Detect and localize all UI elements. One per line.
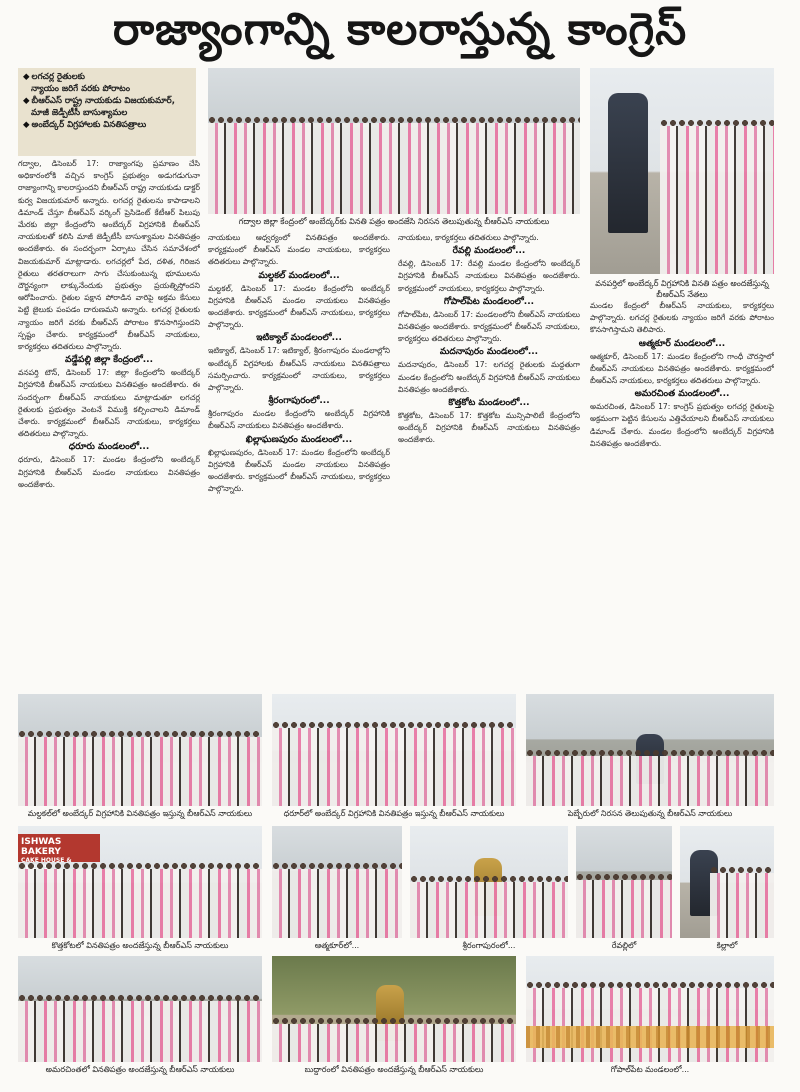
- article-paragraph: మల్దకల్, డిసెంబర్ 17: మండల కేంద్రంలోని అంబేద్కర్ విగ్రహానికి బీఆర్ఎస్ మండల నాయకులు వినతిపత్రం అందజేశారు. కార్యక్రమంలో బీఆర్ఎస్ నాయకులు, కార్యకర్తలు పాల్గొన్నారు.: [208, 283, 390, 330]
- photo-gopalpet: [526, 956, 774, 1062]
- highlight-text: మాజీ జెడ్పీటీసీ బాసుశ్యామల: [31, 108, 128, 118]
- photo-atmakur: [272, 826, 402, 938]
- photo-caption: బుద్దారంలో వినతిపత్రం అందజేస్తున్న బీఆర్ఎస్ నాయకులు: [304, 1065, 484, 1074]
- photo-crowd: [526, 988, 774, 1062]
- section-subhead: మదనాపురం మండలంలో...: [398, 346, 580, 359]
- page-headline: రాజ్యాంగాన్ని కాలరాస్తున్న కాంగ్రెస్: [112, 4, 688, 55]
- article-column-3: [398, 232, 580, 688]
- article-paragraph: కొత్తకోట, డిసెంబర్ 17: కొత్తకోట మున్సిపాలిటీ కేంద్రంలోని అంబేద్కర్ విగ్రహానికి బీఆర్ఎస్ నాయకులు వినతిపత్రం అందజేశారు.: [398, 411, 580, 445]
- photo-caption: కొత్తకోటలో వినతిపత్రం అందజేస్తున్న బీఆర్ఎస్ నాయకులు: [51, 941, 229, 950]
- article-paragraph: రేవల్లి, డిసెంబర్ 17: రేవల్లి మండల కేంద్రంలోని అంబేద్కర్ విగ్రహానికి బీఆర్ఎస్ నాయకులు వినతిపత్రం అందజేశారు. కార్యక్రమంలో నాయకులు, కార్యకర్తలు పాల్గొన్నారు.: [398, 259, 580, 293]
- photo-crowd: [710, 873, 774, 938]
- section-subhead: అమరచింత మండలంలో...: [590, 388, 774, 401]
- highlight-item: [23, 72, 191, 82]
- photo-buddaram: [272, 956, 516, 1062]
- article-paragraph: మదనాపురం, డిసెంబర్ 17: లగచర్ల రైతులకు మద్దతుగా మండల కేంద్రంలోని అంబేద్కర్ విగ్రహానికి బీఆర్ఎస్ నాయకులు వినతిపత్రం అందజేశారు.: [398, 360, 580, 394]
- article-paragraph: శ్రీరంగాపురం మండల కేంద్రంలోని అంబేద్కర్ విగ్రహానికి బీఆర్ఎస్ నాయకులు వినతిపత్రం అందజేశారు.: [208, 409, 390, 431]
- section-subhead: శ్రీరంగాపురంలో...: [208, 395, 390, 408]
- highlight-text: బీఆర్ఎస్ రాష్ట్ర నాయకుడు విజయకుమార్,: [31, 96, 175, 106]
- article-paragraph: వనపర్తి టౌన్, డిసెంబర్ 17: జిల్లా కేంద్రంలోని అంబేద్కర్ విగ్రహానికి బీఆర్ఎస్ నాయకులు వినతిపత్రం అందజేశారు. ఈ సందర్భంగా బీఆర్ఎస్ నాయకులు మాట్లాడుతూ లగచర్ల రైతులకు ప్రభుత్వం వెంటనే విముక్తి కల్పించాలని డిమాండ్ చేశారు. కార్యక్రమంలో బీఆర్ఎస్ నాయకులు, కార్యకర్తలు తదితరులు పాల్గొన్నారు.: [18, 368, 200, 439]
- photo-caption: ధరూర్‌లో అంబేద్కర్ విగ్రహానికి వినతిపత్రం ఇస్తున్న బీఆర్ఎస్ నాయకులు: [283, 809, 505, 818]
- balcony-railing: [526, 1026, 774, 1048]
- section-subhead: ఇటిక్యాల్ మండలంలో...: [208, 332, 390, 345]
- article-column-1: [18, 158, 200, 686]
- article-paragraph: ధరూరు, డిసెంబర్ 17: మండల కేంద్రంలోని అంబేద్కర్ విగ్రహానికి బీఆర్ఎస్ మండల నాయకులు వినతిపత్రం అందజేశారు.: [18, 455, 200, 489]
- article-paragraph: నాయకులు ఆధ్వర్యంలో వినతిపత్రం అందజేశారు. కార్యక్రమంలో బీఆర్ఎస్ మండల నాయకులు, కార్యకర్తలు తదితరులు పాల్గొన్నారు.: [208, 233, 390, 267]
- photo-crowd: [410, 882, 568, 938]
- photo-caption: గోపాల్‌పేట మండలంలో...: [610, 1065, 690, 1074]
- highlight-item: [23, 84, 191, 94]
- article-column-2: [208, 232, 390, 688]
- photo-caption: రేవల్లిలో: [611, 941, 637, 950]
- photo-revalli: [576, 826, 672, 938]
- photo-caption: గద్వాల జిల్లా కేంద్రంలో అంబేద్కర్‌కు వినతి పత్రం అందజేసి నిరసన తెలుపుతున్న బీఆర్ఎస్ నాయకులు: [238, 217, 550, 226]
- photo-srirangapur: [410, 826, 568, 938]
- shop-name: ISHWAS BAKERY: [21, 837, 62, 857]
- photo-pebbair: [526, 694, 774, 806]
- photo-crowd: [526, 756, 774, 806]
- photo-crowd: [272, 1024, 516, 1062]
- article-column-4: [590, 300, 774, 688]
- highlight-text: న్యాయం జరిగే వరకు పోరాటం: [31, 84, 131, 94]
- section-subhead: మల్దకల్ మండలంలో...: [208, 270, 390, 283]
- photo-maldakal: [18, 694, 262, 806]
- photo-amarachinta: [18, 956, 262, 1062]
- article-paragraph: నాయకులు, కార్యకర్తలు తదితరులు పాల్గొన్నారు.: [398, 233, 539, 242]
- photo-caption: మల్దకల్‌లో అంబేద్కర్ విగ్రహానికి వినతిపత్రం ఇస్తున్న బీఆర్ఎస్ నాయకులు: [27, 809, 253, 818]
- photo-caption: ఆత్మకూర్‌లో...: [314, 941, 360, 950]
- photo-caption: పెబ్బేరులో నిరసన తెలుపుతున్న బీఆర్ఎస్ నాయకులు: [567, 809, 733, 818]
- photo-crowd: [576, 880, 672, 938]
- photo-caption: వనపర్తిలో అంబేద్కర్ విగ్రహానికి వినతి పత్రం అందజేస్తున్న బీఆర్ఎస్ నేతలు: [595, 279, 769, 299]
- article-paragraph: గద్వాల, డిసెంబర్ 17: రాజ్యాంగపు ప్రమాణం చేసి అధికారంలోకి వచ్చిన కాంగ్రెస్ ప్రభుత్వం అడుగడుగునా రాజ్యాంగాన్ని కాలరాస్తుందని బీఆర్ఎస్ రాష్ట్ర నాయకుడు డాక్టర్ కుర్వ విజయకుమార్ అన్నారు. లగచర్ల రైతులను కాపాడాలని డిమాండ్ చేస్తూ బీఆర్ఎస్ వర్కింగ్ ప్రెసిడెంట్ కేటీఆర్ పిలుపు మేరకు జిల్లా కేంద్రంలోని అంబేద్కర్ విగ్రహానికి బీఆర్ఎస్ నాయకులతో కలిసి మాజీ జెడ్పీటీసీ బాసుశ్యామల వినతిపత్రం అందజేశారు. ఈ సందర్భంగా ఏర్పాటు చేసిన సమావేశంలో విజయకుమార్ మాట్లాడారు. లగచర్లలో పేద, దళిత, గిరిజన రైతులు తరతరాలుగా సాగు చేసుకుంటున్న భూములను దౌర్జన్యంగా లాక్కునేందుకు ప్రభుత్వం ప్రయత్నిస్తోందని ఆరోపించారు. రైతుల పక్షాన పోరాడిన వారిపై అక్రమ కేసులు పెట్టి జైలుకు పంపడం దారుణమని అన్నారు. లగచర్ల రైతులకు న్యాయం జరిగే వరకు బీఆర్ఎస్ పోరాటం కొనసాగిస్తుందని స్పష్టం చేశారు. కార్యక్రమంలో బీఆర్ఎస్ నాయకులు, కార్యకర్తలు తదితరులు పాల్గొన్నారు.: [18, 159, 200, 352]
- photo-crowd: [18, 737, 262, 806]
- article-paragraph: ఇటిక్యాల్, డిసెంబర్ 17: ఇటిక్యాల్, శ్రీరంగాపురం మండలాల్లోని అంబేద్కర్ విగ్రహాలకు బీఆర్ఎస్ నాయకులు వినతిపత్రాలు సమర్పించారు. కార్యక్రమంలో నాయకులు, కార్యకర్తలు పాల్గొన్నారు.: [208, 346, 390, 393]
- article-paragraph: గోపాల్‌పేట, డిసెంబర్ 17: మండలంలోని బీఆర్ఎస్ నాయకులు వినతిపత్రం అందజేశారు. కార్యక్రమంలో బీఆర్ఎస్ నాయకులు, కార్యకర్తలు తదితరులు పాల్గొన్నారు.: [398, 309, 580, 344]
- photo-caption: శ్రీరంగాపురంలో...: [462, 941, 516, 950]
- highlight-item: [23, 120, 191, 130]
- photo-crowd: [660, 126, 774, 274]
- photo-crowd: [272, 728, 516, 806]
- section-subhead: రేవల్లి మండలంలో...: [398, 245, 580, 258]
- section-subhead: కొత్తకోట మండలంలో...: [398, 397, 580, 410]
- photo-crowd: [18, 1001, 262, 1062]
- photo-dharur: [272, 694, 516, 806]
- bullet-icon: ◆: [23, 96, 30, 106]
- bullet-icon: ◆: [23, 120, 30, 130]
- photo-crowd: [18, 869, 262, 938]
- shop-signboard: [18, 834, 100, 862]
- section-subhead: ఆత్మకూర్ మండలంలో...: [590, 338, 774, 351]
- highlight-text: లగచర్ల రైతులకు: [31, 72, 85, 82]
- bullet-icon: ◆: [23, 72, 30, 82]
- article-paragraph: ఆత్మకూర్, డిసెంబర్ 17: మండల కేంద్రంలోని గాంధీ చౌరస్తాలో బీఆర్ఎస్ నాయకులు వినతిపత్రం అందజేశారు. కార్యక్రమంలో బీఆర్ఎస్ నాయకులు, కార్యకర్తలు తదితరులు పాల్గొన్నారు.: [590, 351, 774, 386]
- photo-caption: కిల్లాలో: [716, 941, 738, 950]
- photo-crowd: [208, 123, 580, 214]
- section-subhead: వడ్డేపల్లి జిల్లా కేంద్రంలో...: [18, 354, 200, 367]
- photo-killa: [680, 826, 774, 938]
- highlight-item: [23, 96, 191, 106]
- article-paragraph: ఖిల్లాఘణపురం, డిసెంబర్ 17: మండల కేంద్రంలోని అంబేద్కర్ విగ్రహానికి బీఆర్ఎస్ మండల నాయకులు వినతిపత్రం అందజేశారు. కార్యక్రమంలో బీఆర్ఎస్ నాయకులు, కార్యకర్తలు పాల్గొన్నారు.: [208, 447, 390, 494]
- section-subhead: ఖిల్లాఘణపురం మండలంలో...: [208, 434, 390, 447]
- photo-caption: అమరచింతలో వినతిపత్రం అందజేస్తున్న బీఆర్ఎస్ నాయకులు: [45, 1065, 235, 1074]
- photo-crowd: [272, 869, 402, 938]
- article-paragraph: అమరచింత, డిసెంబర్ 17: కాంగ్రెస్ ప్రభుత్వం లగచర్ల రైతులపై అక్రమంగా పెట్టిన కేసులను ఎత్తివేయాలని బీఆర్ఎస్ నాయకులు డిమాండ్ చేశారు. మండల కేంద్రంలోని అంబేద్కర్ విగ్రహానికి వినతిపత్రం అందజేశారు.: [590, 402, 774, 448]
- article-paragraph: మండల కేంద్రంలో బీఆర్ఎస్ నాయకులు, కార్యకర్తలు పాల్గొన్నారు. లగచర్ల రైతులకు న్యాయం జరిగే వరకు పోరాటం కొనసాగిస్తామని తెలిపారు.: [590, 301, 774, 335]
- photo-kothakota: [18, 826, 262, 938]
- section-subhead: గోపాల్‌పేట మండలంలో...: [398, 296, 580, 309]
- ambedkar-statue-icon: [608, 93, 648, 233]
- photo-gadwal-protest: [208, 68, 580, 214]
- highlight-text: అంబేద్కర్ విగ్రహాలకు వినతిపత్రాలు: [31, 120, 147, 130]
- highlight-item: [23, 108, 191, 118]
- photo-wanaparthy-statue: [590, 68, 774, 274]
- section-subhead: ధరూరు మండలంలో...: [18, 441, 200, 454]
- highlights-box: [18, 68, 196, 156]
